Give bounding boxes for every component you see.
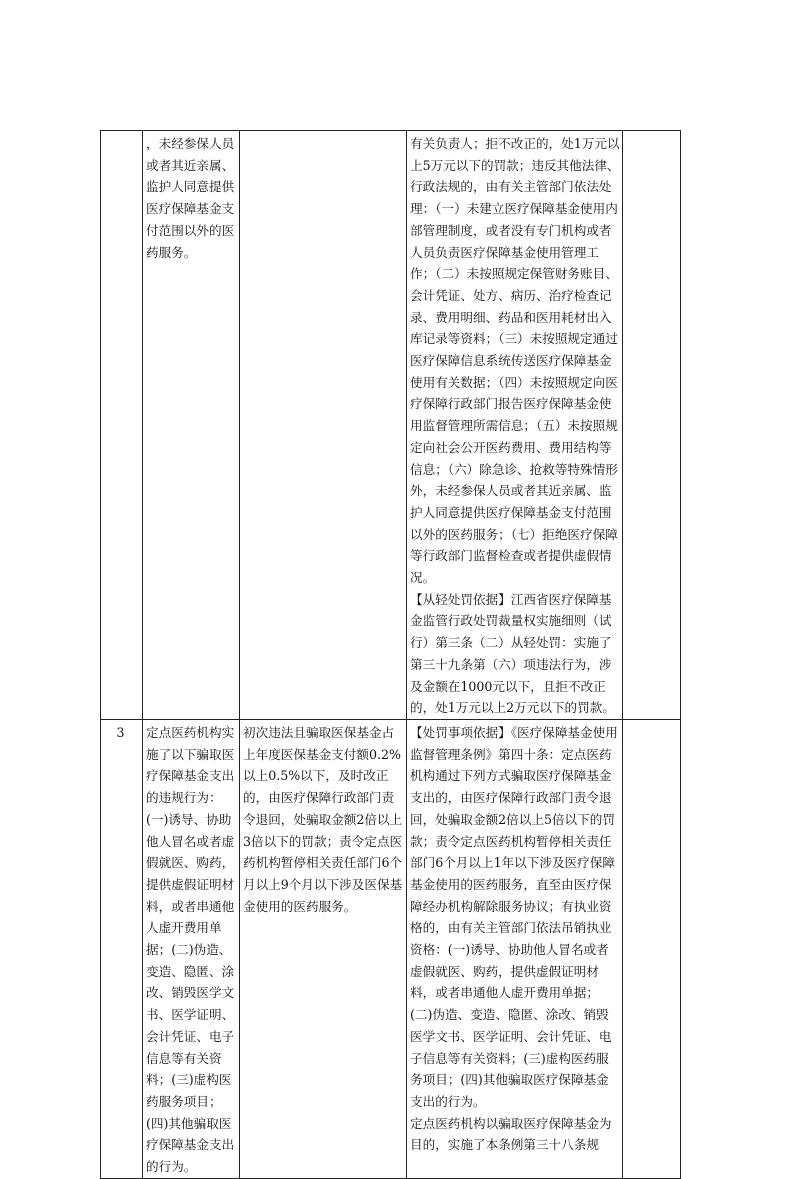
penalty-table (100, 130, 681, 1179)
lighter-penalty-basis-paragraph: 【从轻处罚依据】江西省医疗保障基金监管行政处罚裁量权实施细则（试行）第三条（二）从轻处罚：实施了第三十九条第（六）项违法行为，涉及金额在1000元以下，且拒不改正的，处1万元以上2万元以下的罚款。 (410, 591, 615, 716)
basis-paragraph-continued: 定点医药机构以骗取医疗保障基金为目的，实施了本条例第三十八条规 (410, 1115, 612, 1153)
table-row (101, 131, 681, 720)
violation-behavior-cell: 定点医药机构实施了以下骗取医疗保障基金支出的违规行为：(一)诱导、协助他人冒名或者虚假就医、购药，提供虚假证明材料，或者串通他人虚开费用单据；(二)伪造、变造、隐匿、涂改、销毁医学文书、医学证明、会计凭证、电子信息等有关资料；(三)虚构医药服务项目；(四)其他骗取医疗保障基金支出的行为。 (143, 719, 240, 1178)
penalty-standard-cell: 初次违法且骗取医保基金占上年度医保基金支付额0.2%以上0.5%以下，及时改正的，由医疗保障行政部门责令退回，处骗取金额2倍以上3倍以下的罚款；责令定点医药机构暂停相关责任部门6个月以上9个月以下涉及医保基金使用的医药服务。 (240, 719, 407, 1178)
legal-basis-cell (407, 131, 623, 720)
row-number-cell (101, 131, 143, 720)
remark-cell (623, 131, 681, 720)
basis-paragraph: 有关负责人；拒不改正的，处1万元以上5万元以下的罚款；违反其他法律、行政法规的，由有关主管部门依法处理：（一）未建立医疗保障基金使用内部管理制度，或者没有专门机构或者人员负责医疗保障基金使用管理工作；（二）未按照规定保管财务账目、会计凭证、处方、病历、治疗检查记录、费用明细、药品和医用耗材出入库记录等资料；（三）未按照规定通过医疗保障信息系统传送医疗保障基金使用有关数据；（四）未按照规定向医疗保障行政部门报告医疗保障基金使用监督管理所需信息；（五）未按照规定向社会公开医药费用、费用结构等信息；（六）除急诊、抢救等特殊情形外，未经参保人员或者其近亲属、监护人同意提供医疗保障基金支付范围以外的医药服务；（七）拒绝医疗保障等行政部门监督检查或者提供虚假情况。 (410, 136, 620, 586)
row-number-cell: 3 (101, 719, 143, 1178)
remark-cell (623, 719, 681, 1178)
basis-paragraph: 【处罚事项依据】《医疗保障基金使用监督管理条例》第四十条：定点医药机构通过下列方式骗取医疗保障基金支出的，由医疗保障行政部门责令退回，处骗取金额2倍以上5倍以下的罚款；责令定点医药机构暂停相关责任部门6个月以上1年以下涉及医疗保障基金使用的医药服务，直至由医疗保障经办机构解除服务协议；有执业资格的，由有关主管部门依法吊销执业资格：(一)诱导、协助他人冒名或者虚假就医、购药，提供虚假证明材料，或者串通他人虚开费用单据；(二)伪造、变造、隐匿、涂改、销毁医学文书、医学证明、会计凭证、电子信息等有关资料；(三)虚构医药服务项目；(四)其他骗取医疗保障基金支出的行为。 (410, 724, 618, 1109)
violation-behavior-cell: ，未经参保人员或者其近亲属、监护人同意提供医疗保障基金支付范围以外的医药服务。 (143, 131, 240, 720)
legal-basis-cell (407, 719, 623, 1178)
penalty-standard-cell (240, 131, 407, 720)
table-row (101, 719, 681, 1178)
